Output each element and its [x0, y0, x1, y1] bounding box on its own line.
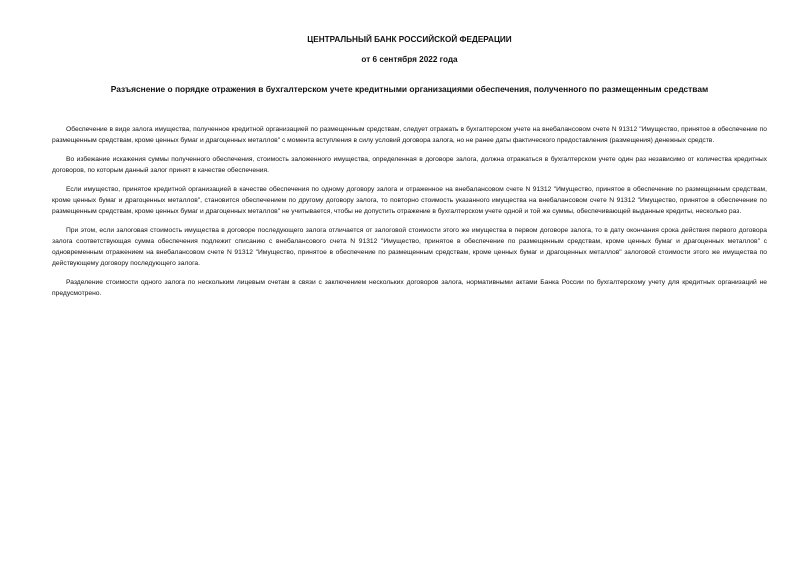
- document-title: Разъяснение о порядке отражения в бухгалтерском учете кредитными организациями обеспечения, полученного по размещенным средствам: [110, 84, 709, 94]
- paragraph: Во избежание искажения суммы полученного обеспечения, стоимость заложенного имущества, определенная в договоре залога, должна отражаться в бухгалтерском учете один раз независимо от количества кредитных договоров, по которым данный залог принят в качестве обеспечения.: [52, 156, 767, 174]
- issuer-heading: ЦЕНТРАЛЬНЫЙ БАНК РОССИЙСКОЙ ФЕДЕРАЦИИ: [307, 35, 512, 44]
- paragraph: Если имущество, принятое кредитной организацией в качестве обеспечения по одному договору залога и отраженное на внебалансовом счете N 91312 "Имущество, принятое в обеспечение по размещенным средствам, кроме ценных бумаг и драгоценных металлов", становится обеспечением по другому договору залога, то повторно стоимость указанного имущества на внебалансовом счете N 91312 "Имущество, принятое в обеспечение по размещенным средствам, кроме ценных бумаг и драгоценных металлов" не учитывается, чтобы не допустить отражение в бухгалтерском учете одной и той же суммы, обеспечивающей выданные кредиты, несколько раз.: [52, 186, 767, 215]
- paragraph: При этом, если залоговая стоимость имущества в договоре последующего залога отличается от залоговой стоимости этого же имущества в первом договоре залога, то в дату окончания срока действия первого договора залога соответствующая сумма обеспечения подлежит списанию с внебалансового счета N 91312 "Имущество, принятое в обеспечение по размещенным средствам, кроме ценных бумаг и драгоценных металлов" с одновременным отражением на внебалансовом счете N 91312 "Имущество, принятое в обеспечение по размещенным средствам, кроме ценных бумаг и драгоценных металлов" залоговой стоимости этого же имущества по действующему договору последующего залога.: [52, 227, 767, 267]
- paragraph: Обеспечение в виде залога имущества, полученное кредитной организацией по размещенным средствам, следует отражать в бухгалтерском учете на внебалансовом счете N 91312 "Имущество, принятое в обеспечение по размещенным средствам, кроме ценных бумаг и драгоценных металлов" с момента вступления в силу условий договора залога, но не ранее даты фактического предоставления (размещения) денежных средств.: [52, 126, 767, 144]
- document-body: [52, 124, 767, 307]
- document-date: от 6 сентября 2022 года: [361, 55, 458, 64]
- paragraph: Разделение стоимости одного залога по нескольким лицевым счетам в связи с заключением нескольких договоров залога, нормативными актами Банка России по бухгалтерскому учету для кредитных организаций не предусмотрено.: [52, 279, 767, 297]
